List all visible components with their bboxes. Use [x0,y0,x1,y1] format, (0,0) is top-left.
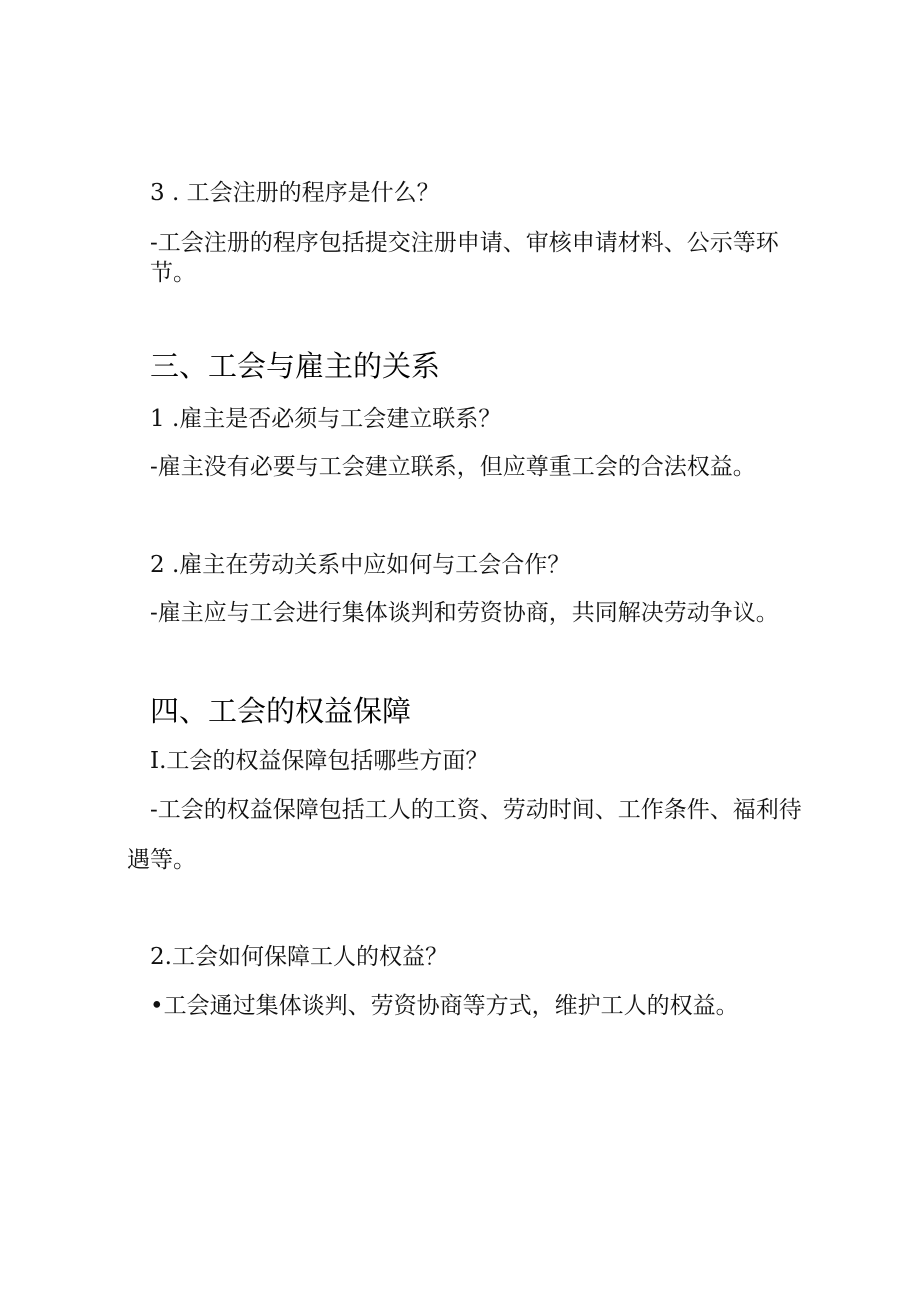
question-3-registration: 3 . 工会注册的程序是什么？ [150,180,440,206]
answer-3-registration-line2: 节。 [150,260,196,286]
question-2-rights-protection: 2.工会如何保障工人的权益？ [150,944,448,970]
answer-2-rights-protection: •工会通过集体谈判、劳资协商等方式，维护工人的权益。 [150,993,739,1019]
question-1-rights-scope: I.工会的权益保障包括哪些方面？ [150,748,489,774]
question-2-employer-cooperation: 2 .雇主在劳动关系中应如何与工会合作？ [150,552,571,578]
answer-1-rights-scope-line2: 遇等。 [127,847,196,873]
section-heading-employer-relations: 三、工会与雇主的关系 [150,349,441,383]
answer-3-registration-line1: -工会注册的程序包括提交注册申请、审核申请材料、公示等环 [150,230,779,256]
answer-1-rights-scope-line1: -工会的权益保障包括工人的工资、劳动时间、工作条件、福利待 [150,797,802,823]
answer-2-employer-cooperation: -雇主应与工会进行集体谈判和劳资协商，共同解决劳动争议。 [150,600,779,626]
question-1-employer-contact: 1 .雇主是否必须与工会建立联系？ [150,406,502,432]
section-heading-rights-protection: 四、工会的权益保障 [150,694,412,728]
answer-1-employer-contact: -雇主没有必要与工会建立联系，但应尊重工会的合法权益。 [150,454,756,480]
